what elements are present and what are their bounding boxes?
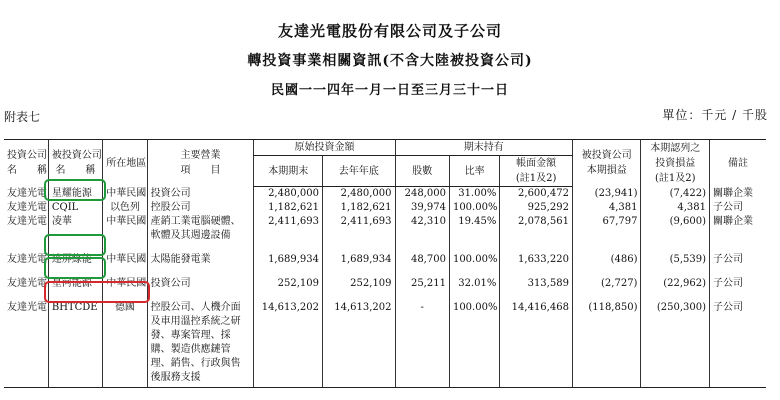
original-prior: 2,411,693 (322, 215, 395, 243)
ratio: 100.00% (449, 291, 499, 388)
book-value: 925,292 (500, 201, 573, 215)
table-row (4, 243, 766, 267)
col-investee: 被投資公司 名 稱 (48, 140, 102, 187)
remark: 子公司 (710, 291, 767, 388)
original-current: 14,613,202 (254, 291, 323, 388)
investee-name: CQIL (48, 201, 102, 215)
col-business: 主要營業 項 目 (147, 140, 254, 187)
book-value: 2,600,472 (500, 187, 573, 202)
shares: 248,000 (395, 187, 449, 202)
col-location: 所在地區 (103, 140, 147, 187)
remark: 子公司 (710, 243, 767, 267)
unit-label: 單位：千元 / 千股 (662, 108, 768, 122)
investor-name: 友達光電 (7, 216, 47, 227)
business: 控股公司 (147, 201, 254, 215)
report-period: 民國一一四年一月一日至三月三十一日 (270, 83, 509, 98)
col-prior-year-end: 去年年底 (322, 156, 395, 187)
book-value: 1,633,220 (500, 243, 573, 267)
location: 德國 (103, 291, 147, 388)
business: 投資公司 (147, 187, 254, 202)
location: 中華民國 (103, 267, 147, 291)
business: 投資公司 (147, 267, 254, 291)
ratio: 19.45% (449, 215, 499, 243)
investee-pl: (486) (572, 243, 641, 267)
col-group-held: 期末持有 (395, 140, 572, 156)
recognized-pl: (22,962) (641, 267, 710, 291)
original-current: 2,480,000 (254, 187, 323, 202)
investor-name: 友達光電 (4, 291, 48, 388)
investee-name: BHTCDE (48, 291, 102, 388)
col-current-period-end: 本期期末 (254, 156, 323, 187)
original-current: 1,689,934 (254, 243, 323, 267)
original-prior: 252,109 (322, 267, 395, 291)
investment-table (4, 139, 766, 388)
ratio: 100.00% (449, 201, 499, 215)
table-row (4, 215, 766, 243)
investee-pl: 67,797 (572, 215, 641, 243)
remark: 關聯企業 (710, 215, 767, 243)
col-group-original: 原始投資金額 (254, 140, 395, 156)
book-value: 2,078,561 (500, 215, 573, 243)
ratio: 100.00% (449, 243, 499, 267)
original-prior: 2,480,000 (322, 187, 395, 202)
location: 中華民國 (103, 243, 147, 267)
business: 控股公司、人機介面及車用溫控系統之研發、專案管理、採購、製造供應鏈管理、銷售、行政與售後服務支援 (147, 291, 254, 388)
header-row-1 (4, 140, 766, 156)
original-prior: 14,613,202 (322, 291, 395, 388)
book-value: 14,416,468 (500, 291, 573, 388)
business: 產銷工業電腦硬體、軟體及其週邊設備 (147, 215, 254, 243)
col-shares: 股數 (395, 156, 449, 187)
table-row (4, 291, 766, 388)
col-investee-pl: 被投資公司 本期損益 (572, 140, 641, 187)
col-book-value: 帳面金額 (註1及2) (500, 156, 573, 187)
company-name: 友達光電股份有限公司及子公司 (277, 22, 502, 40)
report-title: 轉投資事業相關資訊(不含大陸被投資公司) (247, 53, 533, 69)
investee-name: 星耀能源 (48, 187, 102, 202)
ratio: 31.00% (449, 187, 499, 202)
shares: 48,700 (395, 243, 449, 267)
investee-name: 凌華 (48, 215, 102, 243)
investee-name: 達屏綠能 (48, 243, 102, 267)
recognized-pl: (250,300) (641, 291, 710, 388)
book-value: 313,589 (500, 267, 573, 291)
remark: 關聯企業 (710, 187, 767, 202)
col-investor: 投資公司 名 稱 (4, 140, 48, 187)
recognized-pl: (9,600) (641, 215, 710, 243)
location: 以色列 (103, 201, 147, 215)
investee-pl: (23,941) (572, 187, 641, 202)
investor-name: 友達光電 (7, 254, 47, 265)
recognized-pl: (7,422) (641, 187, 710, 202)
investee-pl: (2,727) (572, 267, 641, 291)
recognized-pl: (5,539) (641, 243, 710, 267)
investee-name: 星河能源 (48, 267, 102, 291)
original-current: 1,182,621 (254, 201, 323, 215)
original-current: 252,109 (254, 267, 323, 291)
original-prior: 1,182,621 (322, 201, 395, 215)
investor-name: 友達光電 (7, 202, 47, 213)
table-row (4, 187, 766, 202)
shares: - (395, 291, 449, 388)
original-current: 2,411,693 (254, 215, 323, 243)
recognized-pl: 4,381 (641, 201, 710, 215)
col-remark: 備註 (710, 140, 767, 187)
location: 中華民國 (103, 215, 147, 243)
col-recognized-pl: 本期認列之 投資損益 (註1及2) (641, 140, 710, 187)
investee-pl: (118,850) (572, 291, 641, 388)
shares: 25,211 (395, 267, 449, 291)
table-row (4, 267, 766, 291)
ratio: 32.01% (449, 267, 499, 291)
investee-pl: 4,381 (572, 201, 641, 215)
investor-name: 友達光電 (7, 187, 47, 199)
original-prior: 1,689,934 (322, 243, 395, 267)
table-row (4, 201, 766, 215)
investor-name: 友達光電 (7, 278, 47, 289)
shares: 39,974 (395, 201, 449, 215)
schedule-label: 附表七 (4, 110, 41, 124)
shares: 42,310 (395, 215, 449, 243)
remark: 子公司 (710, 201, 767, 215)
business: 太陽能發電業 (147, 243, 254, 267)
remark: 子公司 (710, 267, 767, 291)
location: 中華民國 (103, 187, 147, 202)
col-ratio: 比率 (449, 156, 499, 187)
